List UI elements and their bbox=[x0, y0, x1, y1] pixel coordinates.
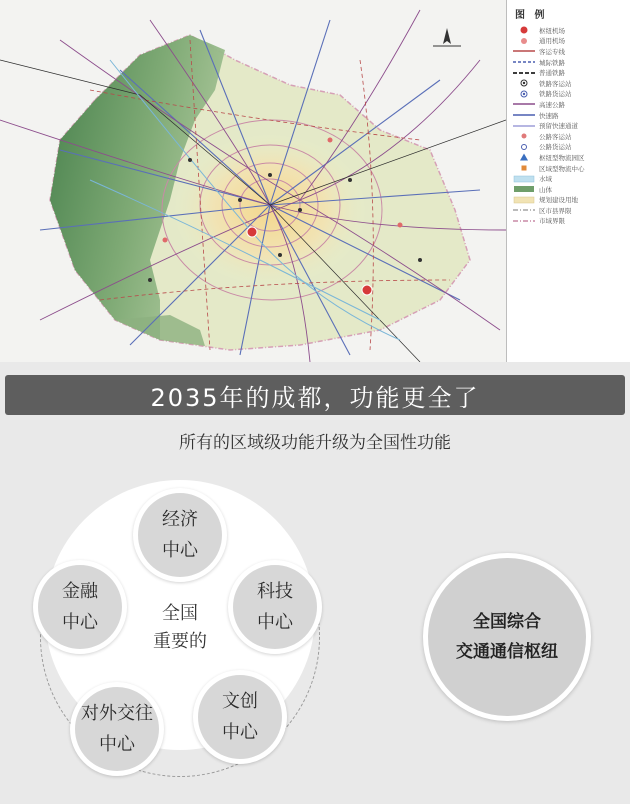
legend-item-label: 城际铁路 bbox=[539, 58, 565, 67]
legend-item bbox=[513, 78, 626, 89]
logistics-center-icon bbox=[513, 164, 535, 172]
node-economy bbox=[133, 488, 227, 582]
legend-item bbox=[513, 142, 626, 153]
node-culture bbox=[193, 670, 287, 764]
map-legend bbox=[506, 0, 630, 362]
legend-item bbox=[513, 131, 626, 142]
legend-item bbox=[513, 67, 626, 78]
center-line-2: 重要的 bbox=[153, 631, 207, 652]
center-line-1: 全国 bbox=[162, 603, 198, 624]
legend-item bbox=[513, 163, 626, 174]
legend-item-label: 山体 bbox=[539, 185, 552, 194]
legend-item bbox=[513, 99, 626, 110]
district-boundary-line bbox=[513, 206, 535, 214]
node-technology bbox=[228, 560, 322, 654]
legend-title: 图 例 bbox=[515, 10, 548, 21]
legend-item-label: 水域 bbox=[539, 175, 552, 184]
rail-freight-station-icon bbox=[513, 90, 535, 98]
legend-item-label: 通用机场 bbox=[539, 37, 565, 46]
hub-line-2: 交通通信枢纽 bbox=[456, 642, 558, 662]
legend-item bbox=[513, 152, 626, 163]
legend-item bbox=[513, 184, 626, 195]
node-international-line2: 中心 bbox=[99, 734, 135, 755]
legend-item-label: 客运专线 bbox=[539, 47, 565, 56]
hub-line-1: 全国综合 bbox=[473, 612, 541, 632]
node-finance bbox=[33, 560, 127, 654]
legend-item-label: 铁路货运站 bbox=[539, 90, 572, 99]
planned-land-swatch bbox=[513, 196, 535, 204]
legend-item bbox=[513, 36, 626, 47]
legend-item-label: 枢纽机场 bbox=[539, 26, 565, 35]
node-international-line1: 对外交往 bbox=[81, 703, 153, 724]
hub-airport-icon bbox=[513, 26, 535, 34]
transport-plan-map bbox=[0, 0, 630, 362]
urban-core bbox=[175, 135, 365, 285]
legend-item-label: 枢纽型物流园区 bbox=[539, 153, 585, 162]
map-image bbox=[0, 0, 506, 362]
legend-item bbox=[513, 216, 626, 227]
legend-item-label: 快速路 bbox=[539, 111, 559, 120]
legend-item-label: 规划建设用地 bbox=[539, 196, 578, 205]
legend-item bbox=[513, 195, 626, 206]
node-economy-line2: 中心 bbox=[162, 540, 198, 561]
transport-hub-circle bbox=[423, 553, 591, 721]
legend-item-label: 预留快速通道 bbox=[539, 122, 578, 131]
legend-item-label: 公路货运站 bbox=[539, 143, 572, 152]
node-international bbox=[70, 682, 164, 776]
subtitle: 所有的区域级功能升级为全国性功能 bbox=[179, 433, 451, 453]
legend-item-label: 公路客运站 bbox=[539, 132, 572, 141]
legend-item bbox=[513, 57, 626, 68]
passenger-rail-line bbox=[513, 47, 535, 55]
mountain-swatch bbox=[513, 185, 535, 193]
banner-title: 2035年的成都，功能更全了 bbox=[150, 383, 480, 412]
node-technology-line2: 中心 bbox=[257, 612, 293, 633]
legend-item bbox=[513, 173, 626, 184]
section-banner bbox=[5, 375, 625, 415]
function-cluster bbox=[0, 470, 330, 804]
road-passenger-station-icon bbox=[513, 132, 535, 140]
railway-line bbox=[513, 69, 535, 77]
legend-item bbox=[513, 205, 626, 216]
legend-item-label: 区域型物流中心 bbox=[539, 164, 585, 173]
logistics-park-icon bbox=[513, 153, 535, 161]
intercity-rail-line bbox=[513, 58, 535, 66]
legend-item-label: 高速公路 bbox=[539, 100, 565, 109]
legend-item-label: 市域界限 bbox=[539, 217, 565, 226]
rail-passenger-station-icon bbox=[513, 79, 535, 87]
expressway-line bbox=[513, 100, 535, 108]
general-airport-icon bbox=[513, 37, 535, 45]
expressway-fast-line bbox=[513, 111, 535, 119]
node-finance-line2: 中心 bbox=[62, 612, 98, 633]
legend-item bbox=[513, 110, 626, 121]
legend-item bbox=[513, 89, 626, 100]
water-swatch bbox=[513, 175, 535, 183]
legend-item-label: 普通铁路 bbox=[539, 69, 565, 78]
legend-item bbox=[513, 25, 626, 36]
road-freight-station-icon bbox=[513, 143, 535, 151]
node-economy-line1: 经济 bbox=[162, 509, 198, 530]
city-boundary-line bbox=[513, 217, 535, 225]
node-technology-line1: 科技 bbox=[257, 581, 293, 602]
cluster-center-label bbox=[130, 600, 230, 656]
legend-item-label: 区市县界限 bbox=[539, 206, 572, 215]
node-culture-line1: 文创 bbox=[222, 691, 258, 712]
reserved-corridor-line bbox=[513, 122, 535, 130]
legend-item-label: 铁路客运站 bbox=[539, 79, 572, 88]
node-culture-line2: 中心 bbox=[222, 722, 258, 743]
node-finance-line1: 金融 bbox=[62, 581, 98, 602]
legend-item bbox=[513, 120, 626, 131]
legend-item bbox=[513, 46, 626, 57]
